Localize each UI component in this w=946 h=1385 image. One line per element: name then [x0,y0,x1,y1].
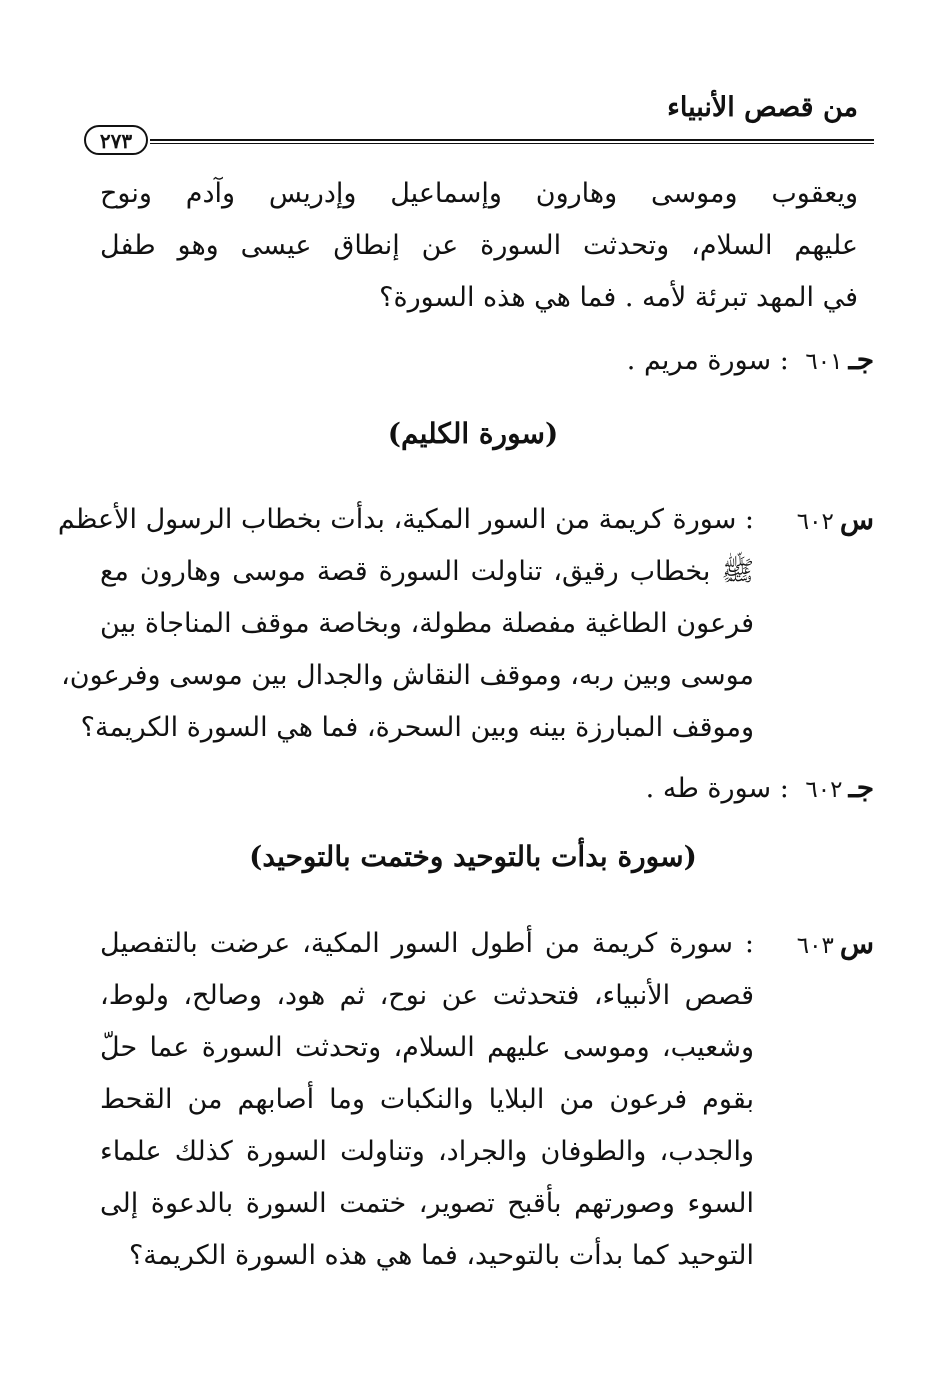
answer-text: : سورة طه . [645,773,789,804]
intro-line: ويعقوب وموسى وهارون وإسماعيل وإدريس وآدم ونوح [100,178,858,209]
question-line: السوء وصورتهم بأقبح تصوير، ختمت السورة بالدعوة إلى [100,1188,754,1219]
answer-letter: جـ [848,771,874,804]
intro-paragraph [100,168,858,324]
page-number: ٢٧٣ [84,125,148,155]
question-line: ﷺ بخطاب رقيق، تناولت السورة قصة موسى وهارون مع [100,556,754,587]
question-label [797,494,874,548]
intro-line: في المهد تبرئة لأمه . فما هي هذه السورة؟ [379,282,858,313]
question-line: : سورة كريمة من السور المكية، بدأت بخطاب الرسول الأعظم [57,504,754,535]
question-label [797,918,874,972]
question-letter: س [839,927,874,960]
question-number: ٦٠٢ [796,509,834,535]
question-line: وشعيب، وموسى عليهم السلام، وتحدثت السورة عما حلّ [100,1032,754,1063]
running-title: من قصص الأنبياء [667,92,858,123]
question-line: التوحيد كما بدأت بالتوحيد، فما هي هذه السورة الكريمة؟ [128,1240,754,1271]
question-line: فرعون الطاغية مفصلة مطولة، وبخاصة موقف المناجاة بين [100,608,754,639]
question-602 [57,494,874,754]
question-603 [100,918,874,1282]
question-letter: س [839,503,874,536]
question-line: قصص الأنبياء، فتحدثت عن نوح، ثم هود، وصالح، ولوط، [100,980,754,1011]
question-line: وموقف المبارزة بينه وبين السحرة، فما هي السورة الكريمة؟ [80,712,754,743]
answer-text: : سورة مريم . [626,345,789,376]
intro-line: عليهم السلام، وتحدثت السورة عن إنطاق عيسى وهو طفل [100,230,858,261]
question-body [57,494,754,754]
question-number: ٦٠٣ [796,933,834,959]
answer-label [646,762,874,816]
question-body [100,918,754,1282]
question-line: : سورة كريمة من أطول السور المكية، عرضت بالتفصيل [100,928,754,959]
answer-letter: جـ [848,343,874,376]
question-line: والجدب، والطوفان والجراد، وتناولت السورة كذلك علماء [100,1136,754,1167]
answer-number: ٦٠٢ [805,777,843,803]
answer-label [627,334,874,388]
question-line: موسى وبين ربه، وموقف النقاش والجدال بين موسى وفرعون، [61,660,754,691]
question-line: بقوم فرعون من البلايا والنكبات وما أصابهم من القحط [100,1084,754,1115]
header-rule [150,139,874,144]
answer-number: ٦٠١ [805,349,843,375]
section-title-1: (سورة الكليم) [387,417,559,450]
section-title-2: (سورة بدأت بالتوحيد وختمت بالتوحيد) [249,840,697,873]
